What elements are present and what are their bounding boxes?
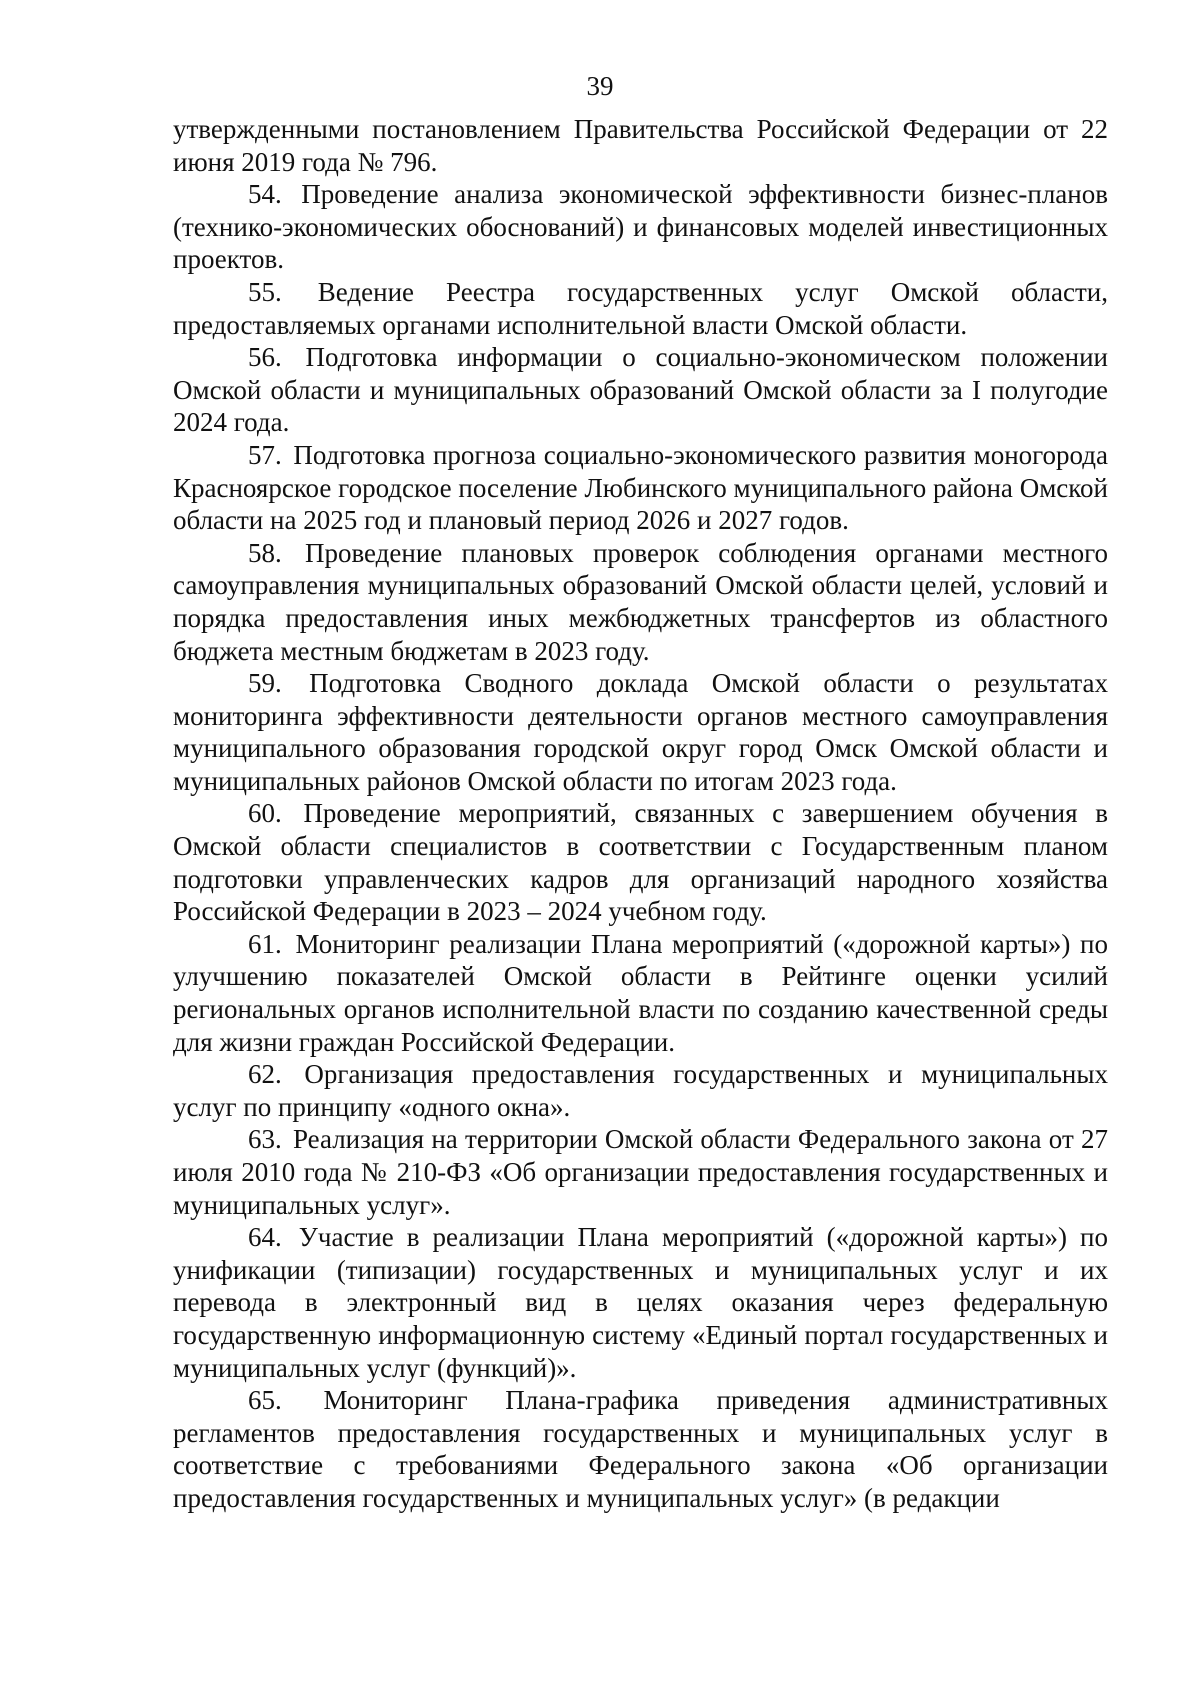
item-text: Мониторинг реализации Плана мероприятий («дорожной карты») по улучшению показателей Омской области в Рейтинге оценки усилий региональных органов исполнительной власти по созданию качественной среды для жизни граждан Российской Федерации. xyxy=(173,928,1109,1057)
item-number: 63. xyxy=(248,1124,282,1155)
item-text: Ведение Реестра государственных услуг Омской области, предоставляемых органами исполнительной власти Омской области. xyxy=(173,276,1108,340)
item-number: 62. xyxy=(248,1059,282,1090)
item-text: Участие в реализации Плана мероприятий («дорожной карты») по унификации (типизации) государственных и муниципальных услуг и их перевода в электронный вид в целях оказания через федеральную государственную информационную систему «Единый портал государственных и муниципальных услуг (функций)». xyxy=(173,1222,1108,1383)
list-item xyxy=(173,667,1108,797)
numbered-items-list xyxy=(173,178,1108,1514)
item-number: 64. xyxy=(248,1222,282,1253)
item-number: 60. xyxy=(248,798,282,829)
list-item xyxy=(173,928,1108,1058)
page-number: 39 xyxy=(586,71,614,101)
item-text: Мониторинг Плана-графика приведения административных регламентов предоставления государственных и муниципальных услуг в соответствие с требованиями Федерального закона «Об организации предоставления государственных и муниципальных услуг» (в редакции xyxy=(173,1385,1108,1513)
item-number: 55. xyxy=(248,276,282,307)
list-item xyxy=(173,1058,1108,1123)
item-number: 57. xyxy=(248,439,282,470)
item-text: Подготовка Сводного доклада Омской области о результатах мониторинга эффективности деятельности органов местного самоуправления муниципального образования городской округ город Омск Омской области и муниципальных районов Омской области по итогам 2023 года. xyxy=(173,668,1108,796)
list-item xyxy=(173,439,1108,537)
continuation-paragraph: утвержденными постановлением Правительства Российской Федерации от 22 июня 2019 года № 796. xyxy=(173,114,1108,177)
list-item xyxy=(173,1221,1108,1384)
item-text: Организация предоставления государственных и муниципальных услуг по принципу «одного окна». xyxy=(173,1059,1109,1122)
list-item xyxy=(173,1123,1108,1221)
list-item xyxy=(173,341,1108,439)
item-number: 61. xyxy=(248,928,282,959)
item-text: Проведение плановых проверок соблюдения органами местного самоуправления муниципальных образований Омской области целей, условий и порядка предоставления иных межбюджетных трансфертов из областного бюджета местным бюджетам в 2023 году. xyxy=(173,537,1108,666)
item-number: 59. xyxy=(248,668,282,699)
item-text: Подготовка прогноза социально-экономического развития моногорода Красноярское городское поселение Любинского муниципального района Омской области на 2025 год и плановый период 2026 и 2027 годов. xyxy=(173,439,1108,536)
item-number: 54. xyxy=(248,179,282,210)
list-item xyxy=(173,276,1108,341)
item-number: 58. xyxy=(248,537,282,568)
item-text: Подготовка информации о социально-экономическом положении Омской области и муниципальных образований Омской области за I полугодие 2024 года. xyxy=(173,342,1109,438)
list-item xyxy=(173,797,1108,927)
item-text: Реализация на территории Омской области Федерального закона от 27 июля 2010 года № 210-ФЗ «Об организации предоставления государственных и муниципальных услуг». xyxy=(173,1124,1108,1220)
list-item xyxy=(173,178,1108,276)
item-number: 56. xyxy=(248,342,282,373)
document-body xyxy=(173,113,1108,1515)
list-item xyxy=(173,537,1108,667)
list-item xyxy=(173,1384,1108,1514)
item-text: Проведение мероприятий, связанных с завершением обучения в Омской области специалистов в соответствии с Государственным планом подготовки управленческих кадров для организаций народного хозяйства Российской Федерации в 2023 – 2024 учебном году. xyxy=(173,798,1108,927)
item-text: Проведение анализа экономической эффективности бизнес-планов (технико-экономических обоснований) и финансовых моделей инвестиционных проектов. xyxy=(173,179,1108,275)
item-number: 65. xyxy=(248,1385,282,1416)
